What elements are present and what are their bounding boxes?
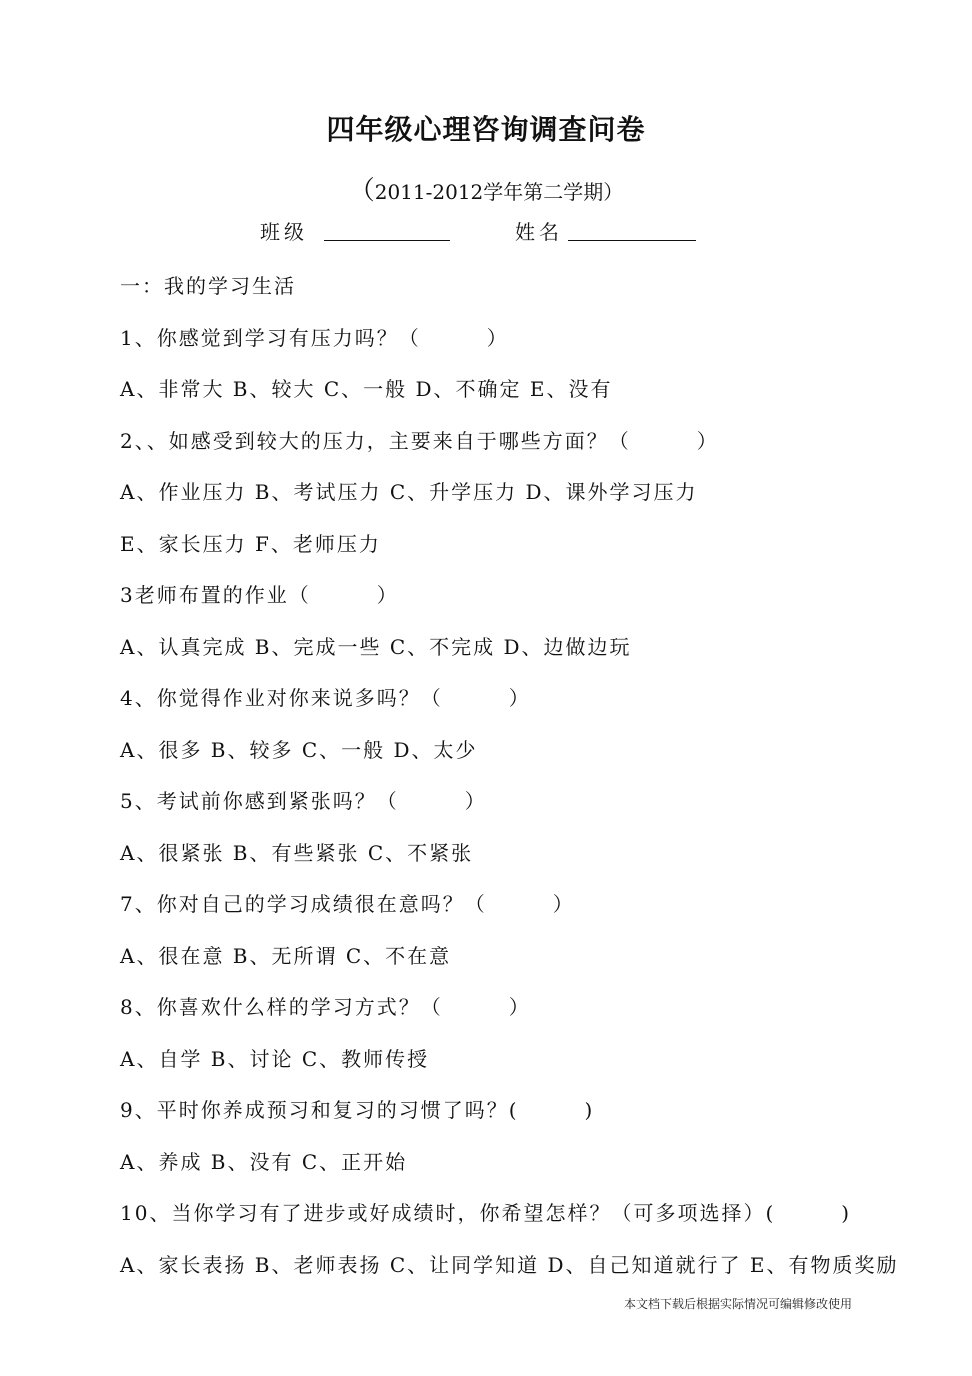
- class-label: 班级: [260, 220, 308, 244]
- options-line: A、认真完成 B、完成一些 C、不完成 D、边做边玩: [120, 635, 632, 659]
- question-line: 9、平时你养成预习和复习的习惯了吗？( ): [120, 1098, 595, 1122]
- options-line: A、作业压力 B、考试压力 C、升学压力 D、课外学习压力: [120, 480, 698, 504]
- options-line: A、很多 B、较多 C、一般 D、太少: [120, 738, 478, 762]
- question-line: 4、你觉得作业对你来说多吗？（ ）: [120, 686, 531, 710]
- question-line: 5、考试前你感到紧张吗？（ ）: [120, 789, 487, 813]
- footer-note: 本文档下载后根据实际情况可编辑修改使用: [624, 1297, 853, 1311]
- options-line: A、自学 B、讨论 C、教师传授: [120, 1047, 430, 1071]
- question-line: 7、你对自己的学习成绩很在意吗？（ ）: [120, 892, 575, 916]
- options-line: A、养成 B、没有 C、正开始: [120, 1150, 408, 1174]
- name-label: 姓名: [515, 220, 563, 244]
- options-line: E、家长压力 F、老师压力: [120, 532, 381, 556]
- question-line: 1、你感觉到学习有压力吗？（ ）: [120, 326, 509, 350]
- subtitle-term: 2011-2012学年第二学期）: [374, 180, 624, 204]
- question-line: 3老师布置的作业（ ）: [120, 583, 399, 607]
- question-line: 2、、如感受到较大的压力，主要来自于哪些方面？（ ）: [120, 429, 719, 453]
- class-blank-line[interactable]: [324, 240, 450, 241]
- options-line: A、家长表扬 B、老师表扬 C、让同学知道 D、自己知道就行了 E、有物质奖励: [120, 1253, 899, 1277]
- subtitle-open-paren: （: [348, 176, 375, 206]
- document-title: 四年级心理咨询调查问卷: [326, 113, 646, 146]
- options-line: A、非常大 B、较大 C、一般 D、不确定 E、没有: [120, 377, 613, 401]
- options-line: A、很在意 B、无所谓 C、不在意: [120, 944, 452, 968]
- name-blank-line[interactable]: [568, 240, 696, 241]
- options-line: A、很紧张 B、有些紧张 C、不紧张: [120, 841, 474, 865]
- document-subtitle: [0, 170, 972, 207]
- question-line: 10、当你学习有了进步或好成绩时，你希望怎样？（可多项选择）( ): [120, 1201, 852, 1225]
- section-heading: 一：我的学习生活: [120, 274, 296, 298]
- question-line: 8、你喜欢什么样的学习方式？（ ）: [120, 995, 531, 1019]
